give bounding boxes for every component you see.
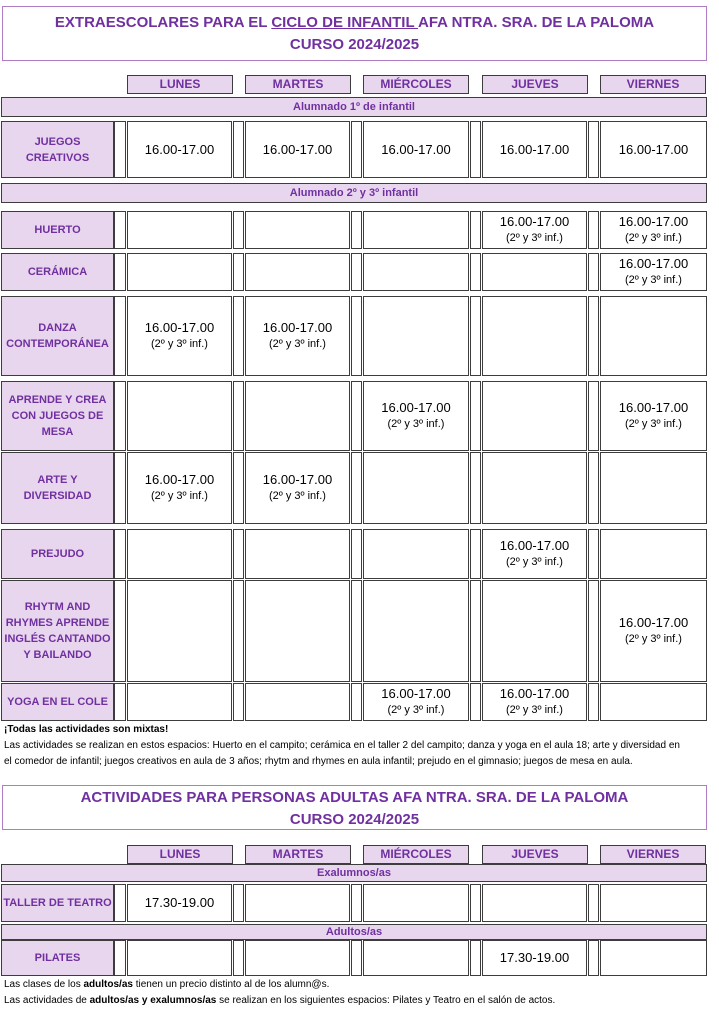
time-slot: 16.00-17.00 <box>618 400 689 415</box>
row-aprende-jueves-cell <box>482 381 587 451</box>
row-danza-spacer <box>233 296 244 376</box>
row-rhytm-spacer <box>233 580 244 682</box>
row-juegos-creativos-label <box>1 121 114 178</box>
row-arte-miercoles-cell <box>363 452 469 524</box>
row-aprende-spacer <box>470 381 481 451</box>
row-yoga-spacer <box>233 683 244 721</box>
time-slot: 16.00-17.00 <box>144 472 215 487</box>
time-slot: 16.00-17.00 <box>499 214 570 229</box>
row-huerto-spacer <box>470 211 481 249</box>
row-huerto-spacer <box>351 211 362 249</box>
time-slot: 17.30-19.00 <box>499 950 570 965</box>
row-huerto-label <box>1 211 114 249</box>
time-slot: 16.00-17.00 <box>381 141 451 157</box>
row-rhytm-label-line: Y BAILANDO <box>23 649 92 661</box>
group-note: (2º y 3º inf.) <box>151 338 208 350</box>
row-huerto-jueves-cell <box>482 211 587 249</box>
time-slot: 16.00-17.00 <box>499 141 570 157</box>
row-aprende-lunes-cell <box>127 381 232 451</box>
row-taller-teatro-lunes-cell <box>127 884 232 922</box>
adults-day-viernes: VIERNES <box>600 845 706 864</box>
row-ceramica-miercoles-cell <box>363 253 469 291</box>
row-ceramica-spacer <box>351 253 362 291</box>
row-taller-teatro-label-line: TALLER DE TEATRO <box>3 897 112 909</box>
kids-day-lunes: LUNES <box>127 75 233 94</box>
row-arte-jueves-cell <box>482 452 587 524</box>
row-arte-label-line: ARTE Y <box>37 474 78 486</box>
group-note: (2º y 3º inf.) <box>506 704 563 716</box>
row-aprende-miercoles-cell <box>363 381 469 451</box>
group-note: (2º y 3º inf.) <box>625 274 682 286</box>
row-prejudo-miercoles-cell <box>363 529 469 579</box>
row-pilates-label <box>1 940 114 976</box>
group-note: (2º y 3º inf.) <box>387 418 445 430</box>
row-arte-spacer <box>114 452 126 524</box>
row-juegos-creativos-martes-cell <box>245 121 350 178</box>
row-yoga-spacer <box>351 683 362 721</box>
row-ceramica-spacer <box>588 253 599 291</box>
row-taller-teatro-martes-cell <box>245 884 350 922</box>
row-aprende-spacer <box>114 381 126 451</box>
row-rhytm-label <box>1 580 114 682</box>
time-slot: 16.00-17.00 <box>618 615 689 630</box>
row-rhytm-spacer <box>351 580 362 682</box>
row-taller-teatro-label <box>1 884 114 922</box>
row-ceramica-spacer <box>114 253 126 291</box>
row-pilates-spacer <box>470 940 481 976</box>
group-note: (2º y 3º inf.) <box>625 633 682 645</box>
row-taller-teatro-spacer <box>233 884 244 922</box>
row-prejudo-jueves-cell <box>482 529 587 579</box>
row-rhytm-label-line: INGLÉS CANTANDO <box>4 633 111 645</box>
row-yoga-spacer <box>588 683 599 721</box>
band-second-third-year: Alumnado 2º y 3º infantil <box>1 183 707 203</box>
row-rhytm-viernes-cell <box>600 580 707 682</box>
row-taller-teatro-spacer <box>470 884 481 922</box>
group-note: (2º y 3º inf.) <box>625 232 682 244</box>
row-pilates-lunes-cell <box>127 940 232 976</box>
row-ceramica-viernes-cell <box>600 253 707 291</box>
row-danza-label-line: CONTEMPORÁNEA <box>6 338 109 350</box>
row-ceramica-label-line: CERÁMICA <box>27 266 88 278</box>
row-juegos-creativos-spacer <box>588 121 599 178</box>
time-slot: 16.00-17.00 <box>381 400 451 415</box>
row-arte-lunes-cell <box>127 452 232 524</box>
row-pilates-label-line: PILATES <box>34 952 81 964</box>
row-huerto-spacer <box>588 211 599 249</box>
row-prejudo-spacer <box>351 529 362 579</box>
row-danza-martes-cell <box>245 296 350 376</box>
row-huerto-label-line: HUERTO <box>34 224 81 236</box>
row-aprende-spacer <box>351 381 362 451</box>
row-arte-spacer <box>233 452 244 524</box>
row-aprende-spacer <box>233 381 244 451</box>
row-aprende-label-line: APRENDE Y CREA <box>8 394 107 406</box>
row-arte-spacer <box>470 452 481 524</box>
row-ceramica-spacer <box>470 253 481 291</box>
time-slot: 16.00-17.00 <box>262 472 333 487</box>
row-rhytm-spacer <box>114 580 126 682</box>
time-slot: 16.00-17.00 <box>618 141 689 157</box>
row-pilates-spacer <box>351 940 362 976</box>
row-arte-spacer <box>588 452 599 524</box>
group-note: (2º y 3º inf.) <box>625 418 682 430</box>
row-yoga-viernes-cell <box>600 683 707 721</box>
row-huerto-viernes-cell <box>600 211 707 249</box>
row-prejudo-spacer <box>470 529 481 579</box>
row-danza-jueves-cell <box>482 296 587 376</box>
kids-course: CURSO 2024/2025 <box>289 36 420 53</box>
row-yoga-label <box>1 683 114 721</box>
row-taller-teatro-spacer <box>588 884 599 922</box>
row-pilates-spacer <box>114 940 126 976</box>
row-aprende-spacer <box>588 381 599 451</box>
row-prejudo-lunes-cell <box>127 529 232 579</box>
row-danza-lunes-cell <box>127 296 232 376</box>
row-huerto-martes-cell <box>245 211 350 249</box>
adults-course: CURSO 2024/2025 <box>289 811 420 828</box>
row-danza-spacer <box>470 296 481 376</box>
row-prejudo-label-line: PREJUDO <box>30 548 85 560</box>
row-taller-teatro-spacer <box>351 884 362 922</box>
row-ceramica-spacer <box>233 253 244 291</box>
time-slot: 16.00-17.00 <box>262 141 333 157</box>
kids-title-box <box>2 6 707 61</box>
time-slot: 17.30-19.00 <box>144 895 215 910</box>
row-prejudo-viernes-cell <box>600 529 707 579</box>
row-yoga-miercoles-cell <box>363 683 469 721</box>
adults-notes: Las clases de los adultos/as tienen un precio distinto al de los alumn@s. Las actividades de adultos/as y exalumnos/as se realizan en los siguientes espacios: Pilates y Teatro en el salón de actos. <box>4 979 556 1006</box>
row-yoga-spacer <box>114 683 126 721</box>
row-danza-viernes-cell <box>600 296 707 376</box>
row-juegos-creativos-miercoles-cell <box>363 121 469 178</box>
group-note: (2º y 3º inf.) <box>269 338 326 350</box>
row-juegos-creativos-viernes-cell <box>600 121 707 178</box>
row-rhytm-label-line: RHYTM AND <box>24 601 91 613</box>
row-huerto-spacer <box>233 211 244 249</box>
row-ceramica-jueves-cell <box>482 253 587 291</box>
row-arte-spacer <box>351 452 362 524</box>
row-yoga-spacer <box>470 683 481 721</box>
row-prejudo-label <box>1 529 114 579</box>
time-slot: 16.00-17.00 <box>618 256 689 271</box>
row-yoga-jueves-cell <box>482 683 587 721</box>
row-pilates-miercoles-cell <box>363 940 469 976</box>
row-rhytm-lunes-cell <box>127 580 232 682</box>
row-juegos-creativos-label-line: CREATIVOS <box>25 151 90 164</box>
row-rhytm-label-line: RHYMES APRENDE <box>5 617 110 629</box>
time-slot: 16.00-17.00 <box>499 686 570 701</box>
row-aprende-label <box>1 381 114 451</box>
row-juegos-creativos-spacer <box>233 121 244 178</box>
kids-title: EXTRAESCOLARES PARA EL CICLO DE INFANTIL AFA NTRA. SRA. DE LA PALOMA <box>54 14 655 31</box>
kids-day-miercoles: MIÉRCOLES <box>363 75 469 94</box>
row-juegos-creativos-lunes-cell <box>127 121 232 178</box>
time-slot: 16.00-17.00 <box>144 320 215 335</box>
row-yoga-martes-cell <box>245 683 350 721</box>
band-first-year: Alumnado 1º de infantil <box>1 97 707 117</box>
row-aprende-martes-cell <box>245 381 350 451</box>
group-note: (2º y 3º inf.) <box>387 704 445 716</box>
row-taller-teatro-spacer <box>114 884 126 922</box>
adults-day-jueves: JUEVES <box>482 845 588 864</box>
adults-title-box <box>2 785 707 830</box>
row-rhytm-martes-cell <box>245 580 350 682</box>
band-adultos: Adultos/as <box>1 924 707 940</box>
row-danza-label <box>1 296 114 376</box>
row-arte-viernes-cell <box>600 452 707 524</box>
row-rhytm-spacer <box>470 580 481 682</box>
row-rhytm-spacer <box>588 580 599 682</box>
row-prejudo-spacer <box>114 529 126 579</box>
row-prejudo-martes-cell <box>245 529 350 579</box>
row-ceramica-lunes-cell <box>127 253 232 291</box>
row-arte-label-line: DIVERSIDAD <box>23 490 92 502</box>
time-slot: 16.00-17.00 <box>499 538 570 553</box>
row-juegos-creativos-spacer <box>351 121 362 178</box>
row-taller-teatro-jueves-cell <box>482 884 587 922</box>
row-aprende-label-line: MESA <box>41 426 74 438</box>
time-slot: 16.00-17.00 <box>144 141 215 157</box>
row-arte-martes-cell <box>245 452 350 524</box>
adults-title: ACTIVIDADES PARA PERSONAS ADULTAS AFA NTRA. SRA. DE LA PALOMA <box>80 789 629 806</box>
row-aprende-label-line: CON JUEGOS DE <box>11 410 104 422</box>
group-note: (2º y 3º inf.) <box>151 490 208 502</box>
row-yoga-lunes-cell <box>127 683 232 721</box>
row-rhytm-miercoles-cell <box>363 580 469 682</box>
band-exalumnos: Exalumnos/as <box>1 864 707 882</box>
row-danza-label-line: DANZA <box>38 322 77 334</box>
row-huerto-miercoles-cell <box>363 211 469 249</box>
group-note: (2º y 3º inf.) <box>506 232 563 244</box>
kids-notes: ¡Todas las actividades son mixtas! Las actividades se realizan en estos espacios: Huerto en el campito; cerámica en el taller 2 del campito; danza y yoga en el aula 18; arte y diversidad en el comedor de infantil; juegos creativos en aula de 3 años; rhytm and rhymes en aula infantil; prejudo en el gimnasio; juegos de mesa en aula. <box>4 724 680 767</box>
row-ceramica-martes-cell <box>245 253 350 291</box>
row-juegos-creativos-spacer <box>114 121 126 178</box>
row-pilates-martes-cell <box>245 940 350 976</box>
row-pilates-viernes-cell <box>600 940 707 976</box>
row-juegos-creativos-label-line: JUEGOS <box>34 135 81 148</box>
row-huerto-lunes-cell <box>127 211 232 249</box>
row-pilates-spacer <box>233 940 244 976</box>
kids-day-jueves: JUEVES <box>482 75 588 94</box>
time-slot: 16.00-17.00 <box>618 214 689 229</box>
row-pilates-spacer <box>588 940 599 976</box>
group-note: (2º y 3º inf.) <box>506 556 563 568</box>
row-danza-spacer <box>351 296 362 376</box>
time-slot: 16.00-17.00 <box>262 320 333 335</box>
row-danza-spacer <box>588 296 599 376</box>
row-ceramica-label <box>1 253 114 291</box>
row-taller-teatro-miercoles-cell <box>363 884 469 922</box>
row-huerto-spacer <box>114 211 126 249</box>
row-arte-label <box>1 452 114 524</box>
row-danza-spacer <box>114 296 126 376</box>
kids-day-martes: MARTES <box>245 75 351 94</box>
row-pilates-jueves-cell <box>482 940 587 976</box>
adults-day-miercoles: MIÉRCOLES <box>363 845 469 864</box>
adults-day-martes: MARTES <box>245 845 351 864</box>
row-rhytm-jueves-cell <box>482 580 587 682</box>
row-prejudo-spacer <box>233 529 244 579</box>
row-juegos-creativos-spacer <box>470 121 481 178</box>
time-slot: 16.00-17.00 <box>381 686 451 701</box>
kids-day-viernes: VIERNES <box>600 75 706 94</box>
row-danza-miercoles-cell <box>363 296 469 376</box>
row-yoga-label-line: YOGA EN EL COLE <box>7 696 108 708</box>
row-aprende-viernes-cell <box>600 381 707 451</box>
group-note: (2º y 3º inf.) <box>269 490 326 502</box>
row-juegos-creativos-jueves-cell <box>482 121 587 178</box>
adults-day-lunes: LUNES <box>127 845 233 864</box>
row-prejudo-spacer <box>588 529 599 579</box>
row-taller-teatro-viernes-cell <box>600 884 707 922</box>
